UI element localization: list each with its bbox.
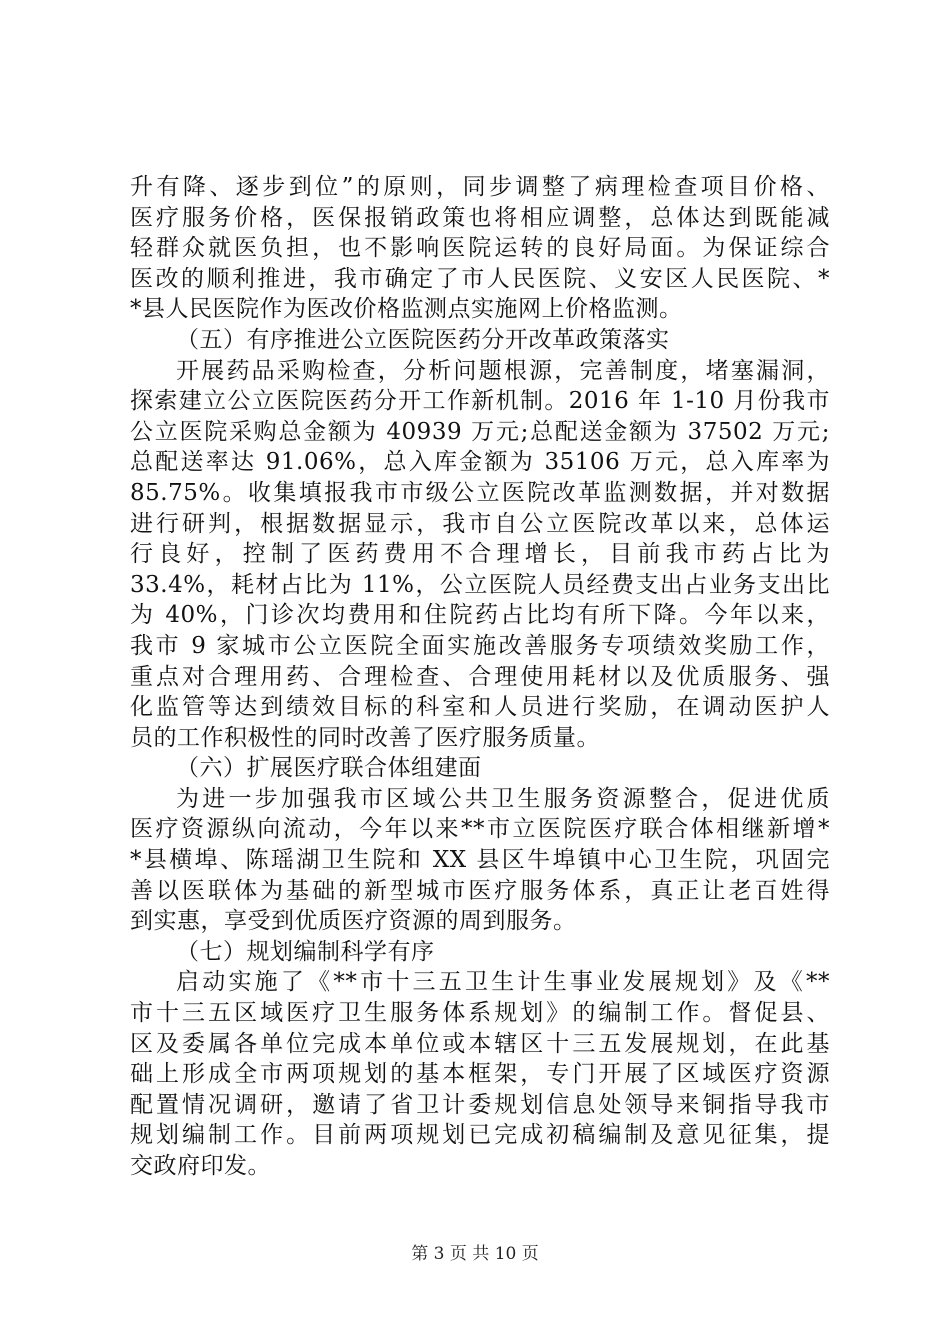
paragraph-line: 33.4%，耗材占比为 11%，公立医院人员经费支出占业务支出比 (130, 571, 830, 598)
paragraph-line: 行良好，控制了医药费用不合理增长，目前我市药占比为 (130, 541, 830, 568)
paragraph-line: 市十三五区域医疗卫生服务体系规划》的编制工作。督促县、 (130, 1000, 830, 1027)
paragraph-last-line: *县人民医院作为医改价格监测点实施网上价格监测。 (130, 296, 683, 323)
paragraph-line: 善以医联体为基础的新型城市医疗服务体系，真正让老百姓得 (130, 877, 830, 904)
section-heading: （七）规划编制科学有序 (176, 938, 435, 965)
page-footer: 第 3 页 共 10 页 (411, 1244, 539, 1264)
paragraph-line: 轻群众就医负担，也不影响医院运转的良好局面。为保证综合 (130, 235, 830, 262)
section-heading: （六）扩展医疗联合体组建面 (176, 755, 482, 782)
paragraph-last-line: 员的工作积极性的同时改善了医疗服务质量。 (130, 724, 600, 751)
paragraph-line: 公立医院采购总金额为 40939 万元;总配送金额为 37502 万元; (130, 418, 830, 445)
document-body (130, 172, 830, 1182)
paragraph-line: 总配送率达 91.06%，总入库金额为 35106 万元，总入库率为 (130, 449, 830, 476)
paragraph-line: 配置情况调研，邀请了省卫计委规划信息处领导来铜指导我市 (130, 1091, 830, 1118)
paragraph-line: 我市 9 家城市公立医院全面实施改善服务专项绩效奖励工作， (130, 632, 830, 659)
paragraph-line: 探索建立公立医院医药分开工作新机制。2016 年 1-10 月份我市 (130, 388, 830, 415)
paragraph-first-line: 为进一步加强我市区域公共卫生服务资源整合，促进优质 (176, 785, 830, 812)
paragraph-line: 化监管等达到绩效目标的科室和人员进行奖励，在调动医护人 (130, 694, 830, 721)
paragraph-line: 为 40%，门诊次均费用和住院药占比均有所下降。今年以来， (130, 602, 830, 629)
paragraph-line: 础上形成全市两项规划的基本框架，专门开展了区域医疗资源 (130, 1061, 830, 1088)
paragraph-first-line: 启动实施了《**市十三五卫生计生事业发展规划》及《** (176, 969, 830, 996)
paragraph-line: 升有降、逐步到位”的原则，同步调整了病理检查项目价格、 (130, 174, 830, 200)
section-heading: （五）有序推进公立医院医药分开改革政策落实 (176, 326, 670, 353)
paragraph-line: 医疗资源纵向流动，今年以来**市立医院医疗联合体相继新增* (130, 816, 830, 843)
paragraph-line: 规划编制工作。目前两项规划已完成初稿编制及意见征集，提 (130, 1122, 830, 1149)
paragraph-line: 区及委属各单位完成本单位或本辖区十三五发展规划，在此基 (130, 1030, 830, 1057)
paragraph-last-line: 交政府印发。 (130, 1153, 271, 1179)
paragraph-line: 进行研判，根据数据显示，我市自公立医院改革以来，总体运 (130, 510, 830, 537)
paragraph-first-line: 开展药品采购检查，分析问题根源，完善制度，堵塞漏洞， (176, 357, 830, 384)
paragraph-line: 重点对合理用药、合理检查、合理使用耗材以及优质服务、强 (130, 663, 830, 690)
paragraph-line: 医疗服务价格，医保报销政策也将相应调整，总体达到既能减 (130, 204, 830, 231)
paragraph-line: 85.75%。收集填报我市市级公立医院改革监测数据，并对数据 (130, 479, 830, 506)
paragraph-last-line: 到实惠，享受到优质医疗资源的周到服务。 (130, 908, 577, 935)
paragraph-line: 医改的顺利推进，我市确定了市人民医院、义安区人民医院、* (130, 265, 830, 292)
paragraph-line: *县横埠、陈瑶湖卫生院和 XX 县区牛埠镇中心卫生院，巩固完 (130, 847, 830, 874)
